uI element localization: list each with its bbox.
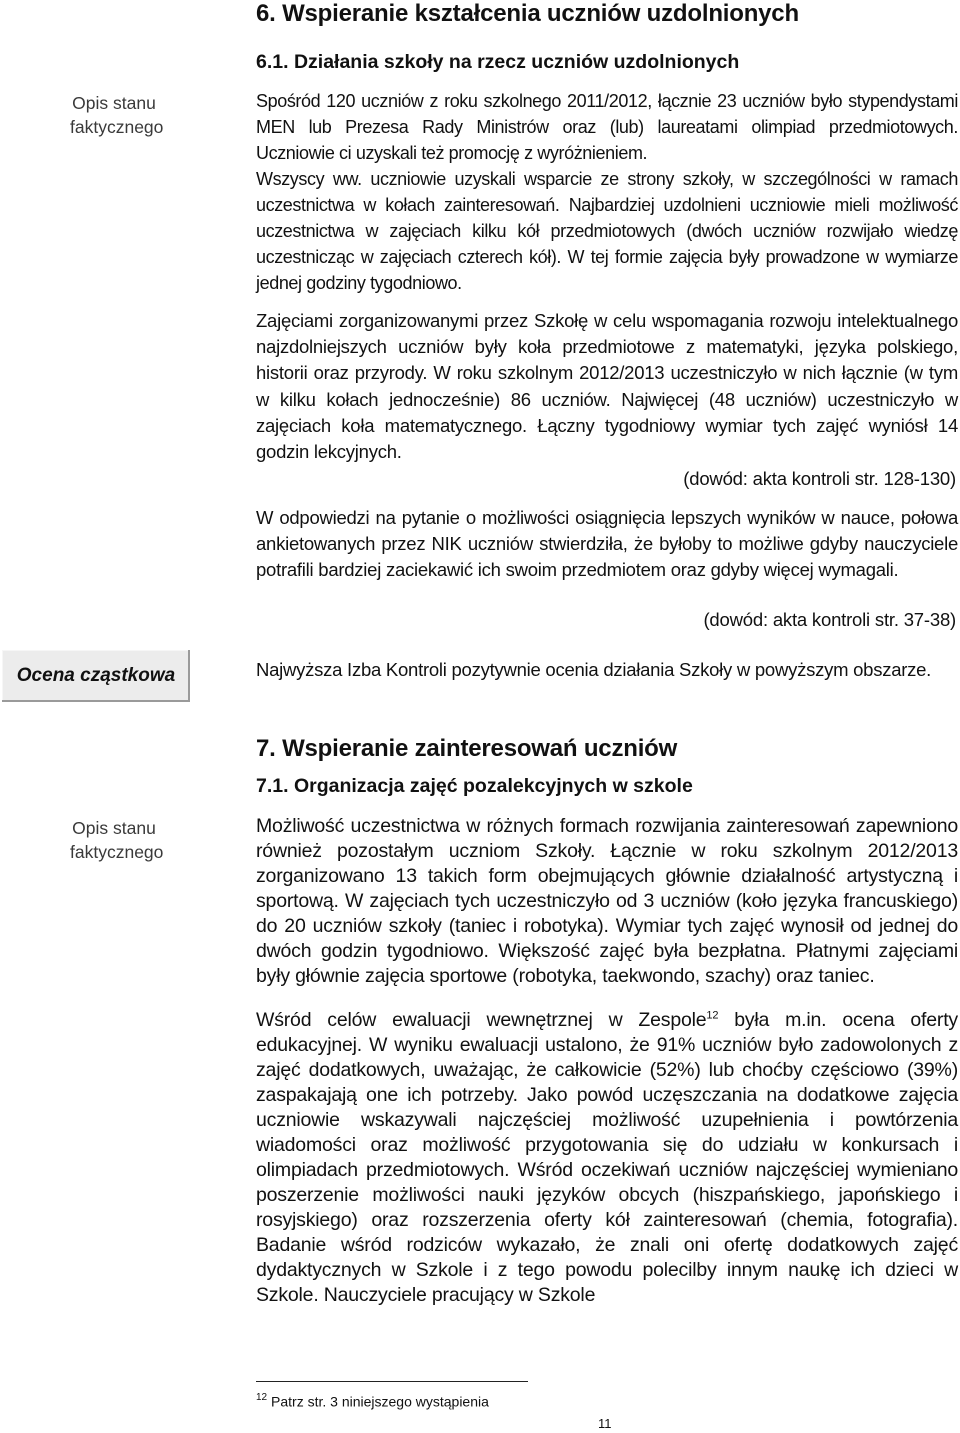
section-heading-6: 6. Wspieranie kształcenia uczniów uzdolnionych <box>256 0 799 27</box>
subsection-heading-7-1: 7.1. Organizacja zajęć pozalekcyjnych w szkole <box>256 775 693 797</box>
paragraph: Wszyscy ww. uczniowie uzyskali wsparcie ze strony szkoły, w szczególności w ramach uczestnictwa w kołach zainteresowań. Najbardziej uzdolnieni uczniowie mieli możliwość uczestnictwa w zajęciach kilku kół przedmiotowych (dwóch uczniów rozwijało wiedzę uczestnicząc w zajęciach czterech kół). W tej formie zajęcia były prowadzone w wymiarze jednej godziny tygodniowo. <box>256 169 958 293</box>
sidebar-opis-stanu-2: Opis stanu faktycznego <box>70 818 164 862</box>
paragraph <box>256 1008 958 1308</box>
sidebar-ocena-czastkowa: Ocena cząstkowa <box>2 650 190 702</box>
footnote-number: 12 <box>256 1392 268 1403</box>
footnote-text: Patrz str. 3 niniejszego wystąpienia <box>267 1393 489 1410</box>
paragraph-text: Wśród celów ewaluacji wewnętrznej w Zespole <box>256 1009 707 1031</box>
footnote-ref: 12 <box>706 1009 719 1022</box>
assessment-text: Najwyższa Izba Kontroli pozytywnie ocenia działania Szkoły w powyższym obszarze. <box>256 659 932 680</box>
evidence-reference: (dowód: akta kontroli str. 37-38) <box>703 609 956 630</box>
footnote-separator <box>256 1381 528 1382</box>
paragraph: Możliwość uczestnictwa w różnych formach rozwijania zainteresowań zapewniono również pozostałym uczniom Szkoły. Łącznie w roku szkolnym 2012/2013 zorganizowano 13 takich form obejmujących głównie działalność artystyczną i sportową. W zajęciach tych uczestniczyło od 3 uczniów (koło języka francuskiego) do 20 uczniów szkoły (taniec i robotyka). Wymiar tych zajęć wynosił od jednej do dwóch godzin tygodniowo. Większość zajęć była bezpłatna. Płatnymi zajęciami były głównie zajęcia sportowe (robotyka, taekwondo, szachy) oraz taniec. <box>256 815 958 987</box>
section-heading-7: 7. Wspieranie zainteresowań uczniów <box>256 735 678 762</box>
evidence-reference: (dowód: akta kontroli str. 128-130) <box>683 468 956 489</box>
page-number: 11 <box>598 1416 612 1431</box>
paragraph-text: była m.in. ocena oferty edukacyjnej. W wyniku ewaluacji ustalono, że 91% uczniów było zadowolonych z zajęć dodatkowych, uważając, że całkowicie (52%) lub choćby częściowo (39%) zaspakajają one ich potrzeby. Jako powód uczęszczania na dodatkowe zajęcia uczniowie wskazywali najczęściej możliwość uzupełnienia i powtórzenia wiadomości oraz możliwość przygotowania się do udziału w konkursach i olimpiadach przedmiotowych. Wśród oczekiwań uczniów najczęściej wymieniano poszerzenie możliwości nauki języków obcych (hiszpańskiego, japońskiego i rosyjskiego) oraz rozszerzenia oferty kół zainteresowań (chemia, fotografia). Badanie wśród rodziców wykazało, że znali oni ofertę dodatkowych zajęć dydaktycznych w Szkole i z tego powodu polecilby innym naukę ich dzieci w Szkole. Nauczyciele pracujący w Szkole <box>256 1009 958 1306</box>
paragraph: Zajęciami zorganizowanymi przez Szkołę w celu wspomagania rozwoju intelektualnego najzdolniejszych uczniów były koła przedmiotowe z matematyki, języka polskiego, historii oraz przyrody. W roku szkolnym 2012/2013 uczestniczyło w nich łącznie (w tym w kilku kołach jednocześnie) 86 uczniów. Najwięcej (48 uczniów) uczestniczyło w zajęciach koła matematycznego. Łączny tygodniowy wymiar tych zajęć wyniósł 14 godzin lekcyjnych. <box>256 310 958 463</box>
paragraph: Spośród 120 uczniów z roku szkolnego 2011/2012, łącznie 23 uczniów było stypendystami MEN lub Prezesa Rady Ministrów oraz (lub) laureatami olimpiad przedmiotowych. Uczniowie ci uzyskali też promocję z wyróżnieniem. <box>256 91 958 163</box>
subsection-heading-6-1: 6.1. Działania szkoły na rzecz uczniów uzdolnionych <box>256 51 740 73</box>
footnote <box>256 1393 489 1410</box>
sidebar-opis-stanu-1: Opis stanu faktycznego <box>70 93 164 137</box>
paragraph: W odpowiedzi na pytanie o możliwości osiągnięcia lepszych wyników w nauce, połowa ankietowanych przez NIK uczniów stwierdziła, że byłoby to możliwe gdyby nauczyciele potrafili bardziej zaciekawić ich swoim przedmiotem oraz gdyby więcej wymagali. <box>256 507 958 581</box>
